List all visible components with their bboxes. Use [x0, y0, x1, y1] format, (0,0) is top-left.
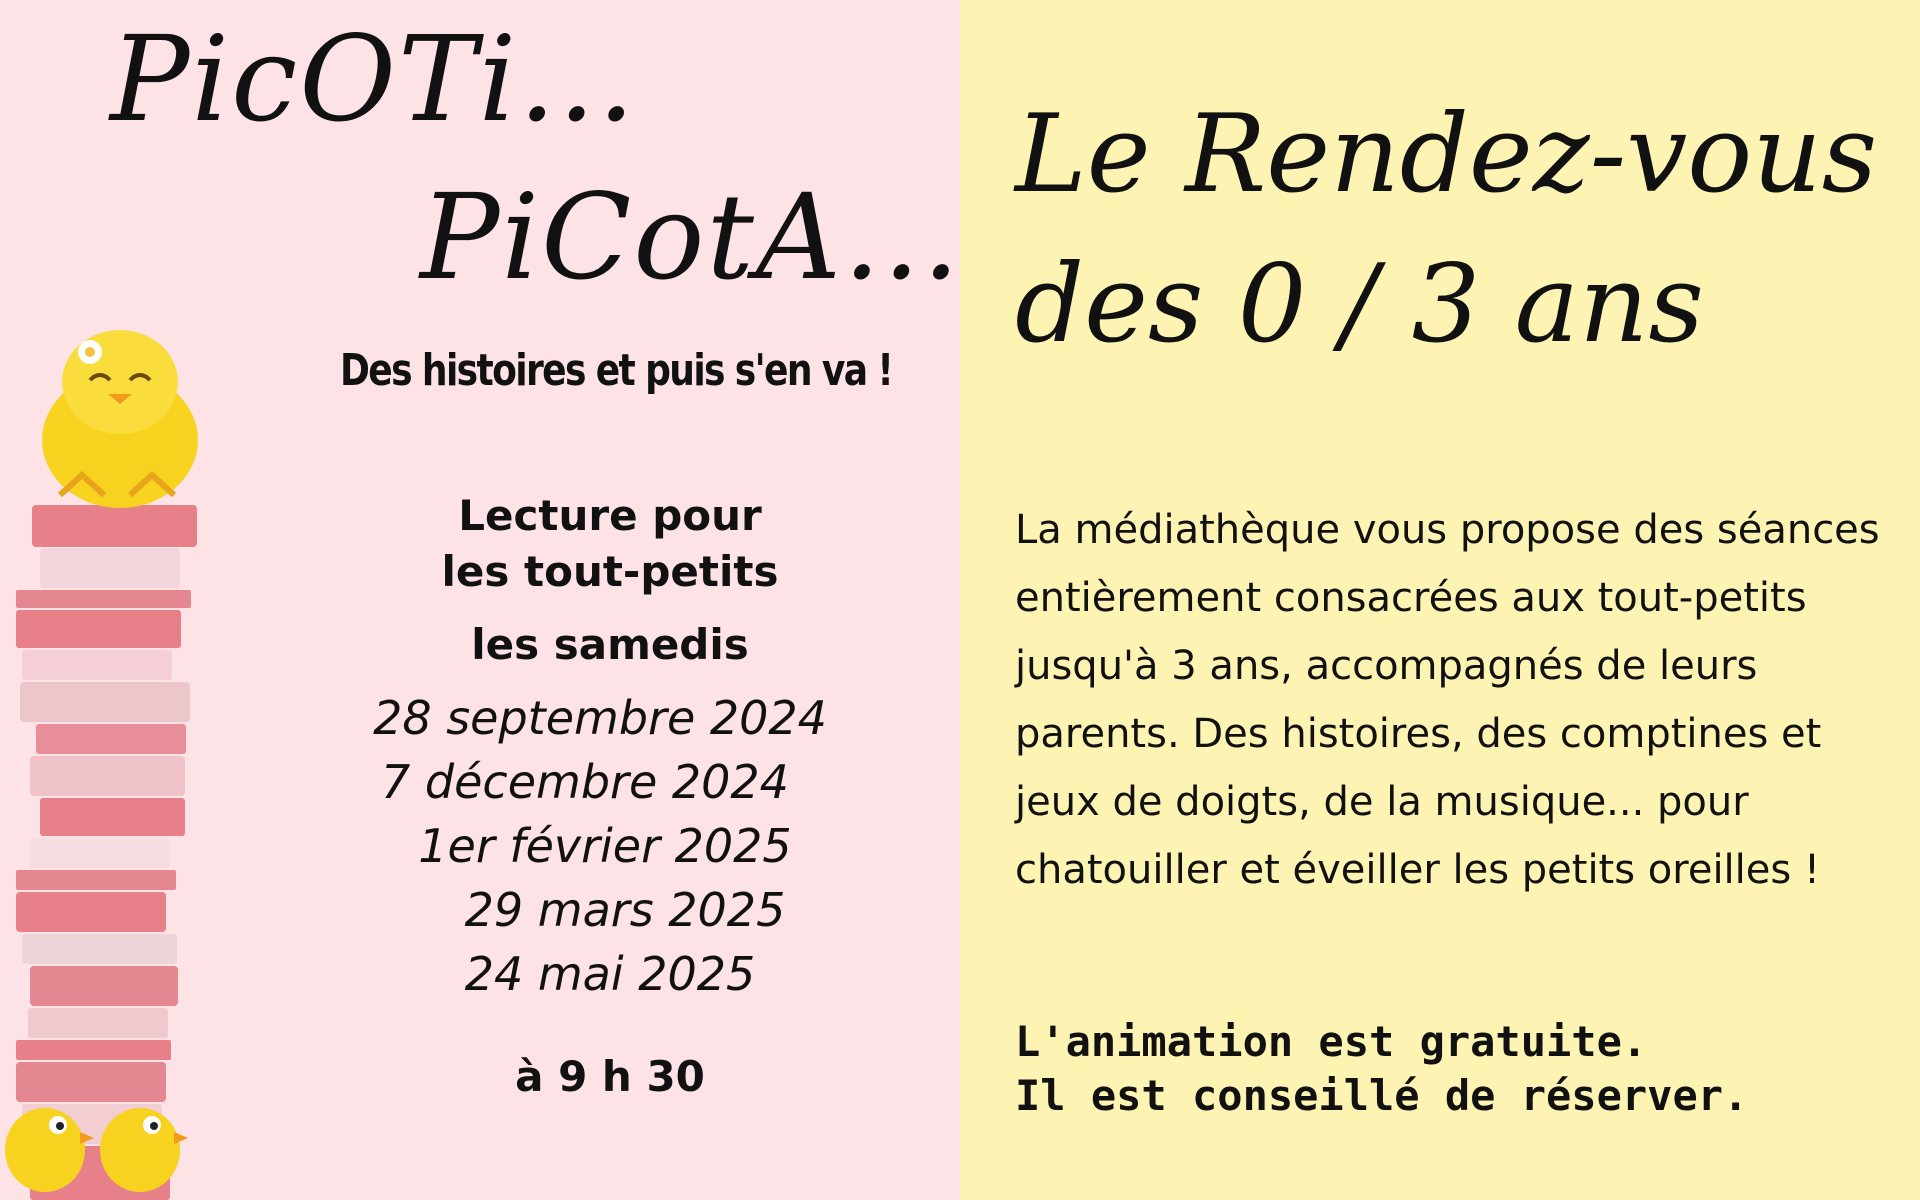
notice [1015, 1015, 1895, 1123]
tagline: Des histoires et puis s'en va ! [340, 345, 893, 396]
date-item: 7 décembre 2024 [381, 755, 789, 809]
notice-reserve: Il est conseillé de réserver. [1015, 1071, 1749, 1120]
dates-list [330, 686, 890, 1006]
title-picoti: PicOTi... [110, 10, 637, 148]
description-paragraph: La médiathèque vous propose des séances entièrement consacrées aux tout-petits jusqu'à 3 ans, accompagnés de leurs parents. Des histoires, des comptines et jeux de doigts, de la musique... pour chatouiller et éveiller les petits oreilles ! [1015, 507, 1880, 893]
small-chick [100, 1108, 188, 1192]
date-item: 29 mars 2025 [464, 883, 786, 937]
date-item: 24 mai 2025 [464, 947, 756, 1001]
session-time: à 9 h 30 [515, 1052, 705, 1101]
book-stack [16, 505, 197, 1200]
lecture-heading [330, 488, 890, 600]
notice-free: L'animation est gratuite. [1015, 1017, 1648, 1066]
lecture-line1: Lecture pour [458, 491, 762, 540]
samedis-label: les samedis [471, 620, 749, 669]
headline [1015, 80, 1895, 380]
title-picota: PiCotA... [420, 168, 962, 306]
headline-line2: des 0 / 3 ans [1015, 242, 1704, 367]
date-item: 1er février 2025 [418, 819, 792, 873]
chick-on-books [42, 330, 198, 508]
headline-line1: Le Rendez-vous [1015, 92, 1878, 217]
date-item: 28 septembre 2024 [373, 691, 827, 745]
chick-books-illustration [0, 320, 230, 1200]
lecture-line2: les tout-petits [441, 547, 779, 596]
